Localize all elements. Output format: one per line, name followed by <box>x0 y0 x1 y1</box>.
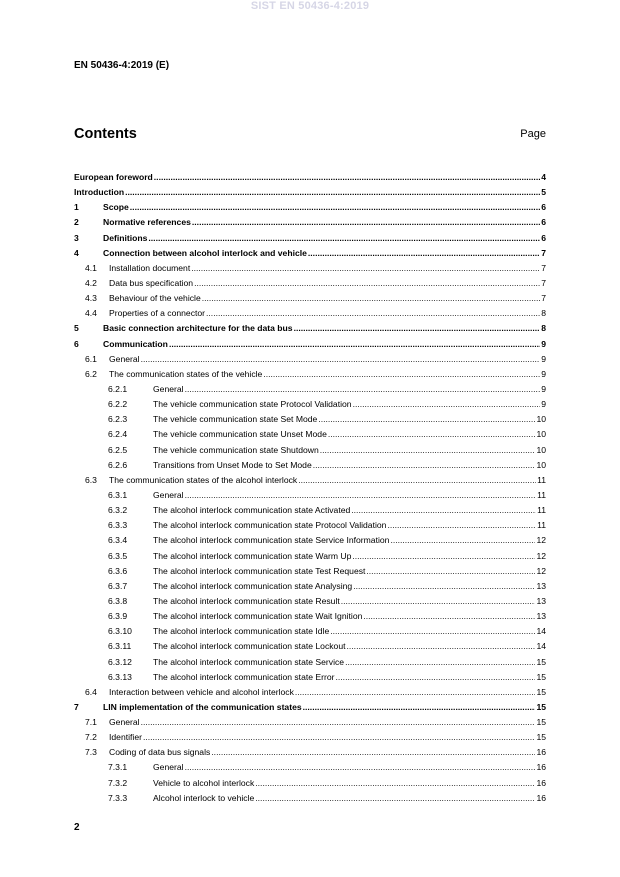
toc-entry-page: 9 <box>541 383 546 394</box>
toc-entry-page: 14 <box>536 641 546 652</box>
toc-entry-title: Identifier <box>109 732 142 743</box>
toc-entry-number: 6.3.12 <box>108 656 132 667</box>
dot-leader <box>192 215 540 230</box>
toc-entry-page: 6 <box>541 202 546 213</box>
dot-leader <box>347 639 536 654</box>
dot-leader <box>341 594 536 609</box>
toc-entry-page: 14 <box>536 626 546 637</box>
toc-entry-number: 7.3.1 <box>108 762 128 773</box>
toc-entry-title: The alcohol interlock communication state Test Request <box>153 565 366 576</box>
toc-entry-number: 6.2.2 <box>108 399 128 410</box>
dot-leader <box>366 564 535 579</box>
toc-entry-page: 13 <box>536 595 546 606</box>
toc-entry-title: The alcohol interlock communication state Idle <box>153 626 330 637</box>
toc-entry-title: The alcohol interlock communication state Service <box>153 656 345 667</box>
toc-entry-page: 5 <box>541 187 546 198</box>
toc-entry-title: Installation document <box>109 262 191 273</box>
toc-entry-title: The vehicle communication state Set Mode <box>153 414 318 425</box>
toc-entry-number: 6.2.4 <box>108 429 128 440</box>
toc-entry[interactable] <box>74 352 546 367</box>
page-column-label: Page <box>520 128 546 140</box>
toc-entry-number: 5 <box>74 323 79 334</box>
toc-entry-page: 11 <box>537 474 546 485</box>
toc-entry-title: Normative references <box>103 217 191 228</box>
toc-entry-number: 4.2 <box>85 277 97 288</box>
toc-entry[interactable] <box>74 533 546 548</box>
toc-entry-title: General <box>109 717 140 728</box>
toc-entry[interactable] <box>74 549 546 564</box>
toc-entry[interactable] <box>74 261 546 276</box>
dot-leader <box>125 185 540 200</box>
toc-entry-page: 16 <box>536 777 546 788</box>
toc-entry-title: Scope <box>103 202 129 213</box>
toc-entry-number: 6.4 <box>85 686 97 697</box>
toc-entry[interactable] <box>74 412 546 427</box>
toc-entry-number: 6.1 <box>85 353 97 364</box>
document-id-header: EN 50436-4:2019 (E) <box>74 60 170 71</box>
toc-entry[interactable] <box>74 231 546 246</box>
toc-entry-page: 7 <box>541 293 546 304</box>
toc-entry-title: The alcohol interlock communication state Wait Ignition <box>153 611 363 622</box>
dot-leader <box>295 685 536 700</box>
toc-entry-title: The alcohol interlock communication state Analysing <box>153 580 353 591</box>
toc-entry-page: 7 <box>541 247 546 258</box>
toc-entry-page: 15 <box>536 656 546 667</box>
toc-entry-title: The alcohol interlock communication state Error <box>153 671 335 682</box>
toc-entry[interactable] <box>74 639 546 654</box>
toc-entry-title: The vehicle communication state Shutdown <box>153 444 319 455</box>
dot-leader <box>303 700 536 715</box>
toc-entry-number: 7.2 <box>85 732 97 743</box>
toc-entry[interactable] <box>74 518 546 533</box>
toc-entry-number: 6.3.9 <box>108 611 128 622</box>
page-number: 2 <box>74 822 80 833</box>
toc-entry-number: 7.3.3 <box>108 792 128 803</box>
toc-entry-number: 6.3.5 <box>108 550 128 561</box>
dot-leader <box>387 518 536 533</box>
toc-entry[interactable] <box>74 246 546 261</box>
toc-entry[interactable] <box>74 306 546 321</box>
toc-entry-number: 6.2.6 <box>108 459 128 470</box>
toc-entry[interactable] <box>74 458 546 473</box>
toc-entry-page: 4 <box>541 172 546 182</box>
toc-entry-title: Vehicle to alcohol interlock <box>153 777 255 788</box>
dot-leader <box>169 337 540 352</box>
toc-entry[interactable] <box>74 700 546 715</box>
toc-entry-page: 10 <box>536 429 546 440</box>
toc-entry[interactable] <box>74 276 546 291</box>
toc-entry-page: 7 <box>541 262 546 273</box>
dot-leader <box>353 397 541 412</box>
toc-entry[interactable] <box>74 503 546 518</box>
toc-entry-number: 7.3.2 <box>108 777 128 788</box>
toc-entry[interactable] <box>74 670 546 685</box>
toc-entry-number: 4.1 <box>85 262 97 273</box>
toc-entry-number: 6.3.2 <box>108 505 128 516</box>
dot-leader <box>130 200 540 215</box>
toc-entry-title: The alcohol interlock communication state Protocol Validation <box>153 520 387 531</box>
toc-entry-page: 7 <box>541 277 546 288</box>
toc-entry-page: 9 <box>541 368 546 379</box>
toc-entry-title: The alcohol interlock communication state Result <box>153 595 340 606</box>
toc-entry-page: 10 <box>536 414 546 425</box>
toc-entry-page: 12 <box>536 535 546 546</box>
toc-entry[interactable] <box>74 624 546 639</box>
toc-entry-number: 6.3.13 <box>108 671 132 682</box>
toc-entry-page: 8 <box>541 308 546 319</box>
toc-entry-number: 6 <box>74 338 79 349</box>
toc-entry-title: Interaction between vehicle and alcohol interlock <box>109 686 294 697</box>
toc-entry-title: The communication states of the vehicle <box>109 368 263 379</box>
toc-entry-number: 6.2 <box>85 368 97 379</box>
toc-entry-page: 8 <box>541 323 546 334</box>
toc-entry-title: Definitions <box>103 232 148 243</box>
toc-entry-number: 2 <box>74 217 79 228</box>
dot-leader <box>353 579 535 594</box>
toc-entry[interactable] <box>74 579 546 594</box>
toc-entry-title: Basic connection architecture for the data bus <box>103 323 293 334</box>
toc-entry-number: 7.1 <box>85 717 97 728</box>
toc-entry-title: General <box>153 383 184 394</box>
toc-entry-page: 13 <box>536 580 546 591</box>
dot-leader <box>185 760 536 775</box>
toc-entry-number: 1 <box>74 202 79 213</box>
toc-entry-page: 15 <box>536 686 546 697</box>
toc-entry-title: The alcohol interlock communication state Activated <box>153 505 351 516</box>
toc-entry[interactable] <box>74 730 546 745</box>
toc-entry[interactable] <box>74 367 546 382</box>
dot-leader <box>255 776 535 791</box>
dot-leader <box>191 261 540 276</box>
toc-entry-title: Introduction <box>74 187 125 198</box>
toc-entry[interactable] <box>74 760 546 775</box>
dot-leader <box>185 488 537 503</box>
toc-entry-title: The communication states of the alcohol interlock <box>109 474 298 485</box>
toc-entry[interactable] <box>74 443 546 458</box>
toc-entry-number: 6.3.6 <box>108 565 128 576</box>
toc-entry-page: 10 <box>536 444 546 455</box>
toc-entry-title: Alcohol interlock to vehicle <box>153 792 255 803</box>
toc-entry-title: Communication <box>103 338 168 349</box>
toc-entry-page: 9 <box>541 338 546 349</box>
toc-entry-title: Behaviour of the vehicle <box>109 293 201 304</box>
toc-entry-title: General <box>153 489 184 500</box>
toc-entry[interactable] <box>74 776 546 791</box>
toc-entry-title: The alcohol interlock communication state Service Information <box>153 535 390 546</box>
toc-entry-title: General <box>109 353 140 364</box>
toc-entry[interactable] <box>74 488 546 503</box>
toc-entry-title: Transitions from Unset Mode to Set Mode <box>153 459 312 470</box>
dot-leader <box>308 246 540 261</box>
toc-entry-page: 11 <box>537 505 546 516</box>
toc-entry[interactable] <box>74 291 546 306</box>
dot-leader <box>351 503 536 518</box>
toc-entry-number: 4.3 <box>85 293 97 304</box>
toc-entry-page: 15 <box>536 717 546 728</box>
toc-entry[interactable] <box>74 215 546 230</box>
toc-entry[interactable] <box>74 594 546 609</box>
dot-leader <box>263 367 540 382</box>
toc-entry-title: The vehicle communication state Unset Mode <box>153 429 327 440</box>
toc-entry-page: 16 <box>536 762 546 773</box>
toc-entry[interactable] <box>74 427 546 442</box>
toc-entry-number: 7.3 <box>85 747 97 758</box>
toc-entry-number: 6.2.5 <box>108 444 128 455</box>
toc-entry-page: 15 <box>536 732 546 743</box>
toc-entry-number: 6.3.1 <box>108 489 128 500</box>
dot-leader <box>141 715 536 730</box>
contents-heading: Contents <box>74 126 137 142</box>
toc-entry-title: Data bus specification <box>109 277 194 288</box>
toc-entry-page: 9 <box>541 399 546 410</box>
toc-entry-title: The alcohol interlock communication state Warm Up <box>153 550 352 561</box>
toc-entry-number: 6.2.1 <box>108 383 128 394</box>
toc-entry-page: 6 <box>541 232 546 243</box>
dot-leader <box>298 473 536 488</box>
toc-entry[interactable] <box>74 170 546 185</box>
toc-entry-number: 6.3 <box>85 474 97 485</box>
dot-leader <box>320 443 536 458</box>
toc-entry-title: General <box>153 762 184 773</box>
dot-leader <box>148 231 540 246</box>
toc-entry[interactable] <box>74 382 546 397</box>
toc-entry-number: 7 <box>74 701 79 712</box>
toc-entry-title: The alcohol interlock communication state Lockout <box>153 641 346 652</box>
toc-entry[interactable] <box>74 473 546 488</box>
toc-entry-number: 6.3.3 <box>108 520 128 531</box>
toc-entry-number: 6.3.8 <box>108 595 128 606</box>
toc-entry[interactable] <box>74 337 546 352</box>
toc-entry-number: 4.4 <box>85 308 97 319</box>
toc-entry[interactable] <box>74 185 546 200</box>
toc-entry-number: 4 <box>74 247 79 258</box>
toc-entry-page: 15 <box>536 671 546 682</box>
toc-entry[interactable] <box>74 655 546 670</box>
toc-entry-title: Coding of data bus signals <box>109 747 211 758</box>
toc-entry-title: Properties of a connector <box>109 308 206 319</box>
toc-entry[interactable] <box>74 745 546 760</box>
toc-entry-title: Connection between alcohol interlock and vehicle <box>103 247 307 258</box>
dot-leader <box>363 609 535 624</box>
toc-entry-page: 11 <box>537 520 546 531</box>
toc-entry[interactable] <box>74 791 546 806</box>
toc-entry-number: 6.2.3 <box>108 414 128 425</box>
toc-entry[interactable] <box>74 715 546 730</box>
dot-leader <box>185 382 541 397</box>
toc-entry[interactable] <box>74 200 546 215</box>
toc-entry-page: 16 <box>536 747 546 758</box>
dot-leader <box>154 170 540 185</box>
toc-entry[interactable] <box>74 397 546 412</box>
toc-entry-title: European foreword <box>74 172 153 182</box>
toc-entry-page: 12 <box>536 565 546 576</box>
toc-entry-number: 6.3.11 <box>108 641 132 652</box>
dot-leader <box>294 321 541 336</box>
toc-entry-number: 3 <box>74 232 79 243</box>
table-of-contents <box>74 170 546 806</box>
dot-leader <box>330 624 535 639</box>
toc-entry[interactable] <box>74 609 546 624</box>
toc-entry-title: The vehicle communication state Protocol Validation <box>153 399 352 410</box>
dot-leader <box>255 791 535 806</box>
toc-entry-page: 16 <box>536 792 546 803</box>
toc-entry-page: 11 <box>537 489 546 500</box>
dot-leader <box>211 745 535 760</box>
toc-entry-page: 6 <box>541 217 546 228</box>
toc-entry[interactable] <box>74 321 546 336</box>
toc-entry-number: 6.3.10 <box>108 626 132 637</box>
toc-entry[interactable] <box>74 685 546 700</box>
toc-entry-page: 13 <box>536 611 546 622</box>
watermark: SIST EN 50436-4:2019 <box>250 0 370 12</box>
dot-leader <box>328 427 536 442</box>
toc-entry-page: 12 <box>536 550 546 561</box>
dot-leader <box>202 291 540 306</box>
toc-entry-page: 9 <box>541 353 546 364</box>
dot-leader <box>143 730 535 745</box>
dot-leader <box>336 670 536 685</box>
dot-leader <box>345 655 535 670</box>
dot-leader <box>313 458 536 473</box>
toc-entry-page: 15 <box>536 701 546 712</box>
dot-leader <box>206 306 540 321</box>
dot-leader <box>390 533 535 548</box>
dot-leader <box>194 276 540 291</box>
dot-leader <box>141 352 541 367</box>
dot-leader <box>352 549 535 564</box>
toc-entry-number: 6.3.7 <box>108 580 128 591</box>
toc-entry-title: LIN implementation of the communication states <box>103 701 302 712</box>
dot-leader <box>318 412 535 427</box>
toc-entry-number: 6.3.4 <box>108 535 128 546</box>
toc-entry[interactable] <box>74 564 546 579</box>
toc-entry-page: 10 <box>536 459 546 470</box>
